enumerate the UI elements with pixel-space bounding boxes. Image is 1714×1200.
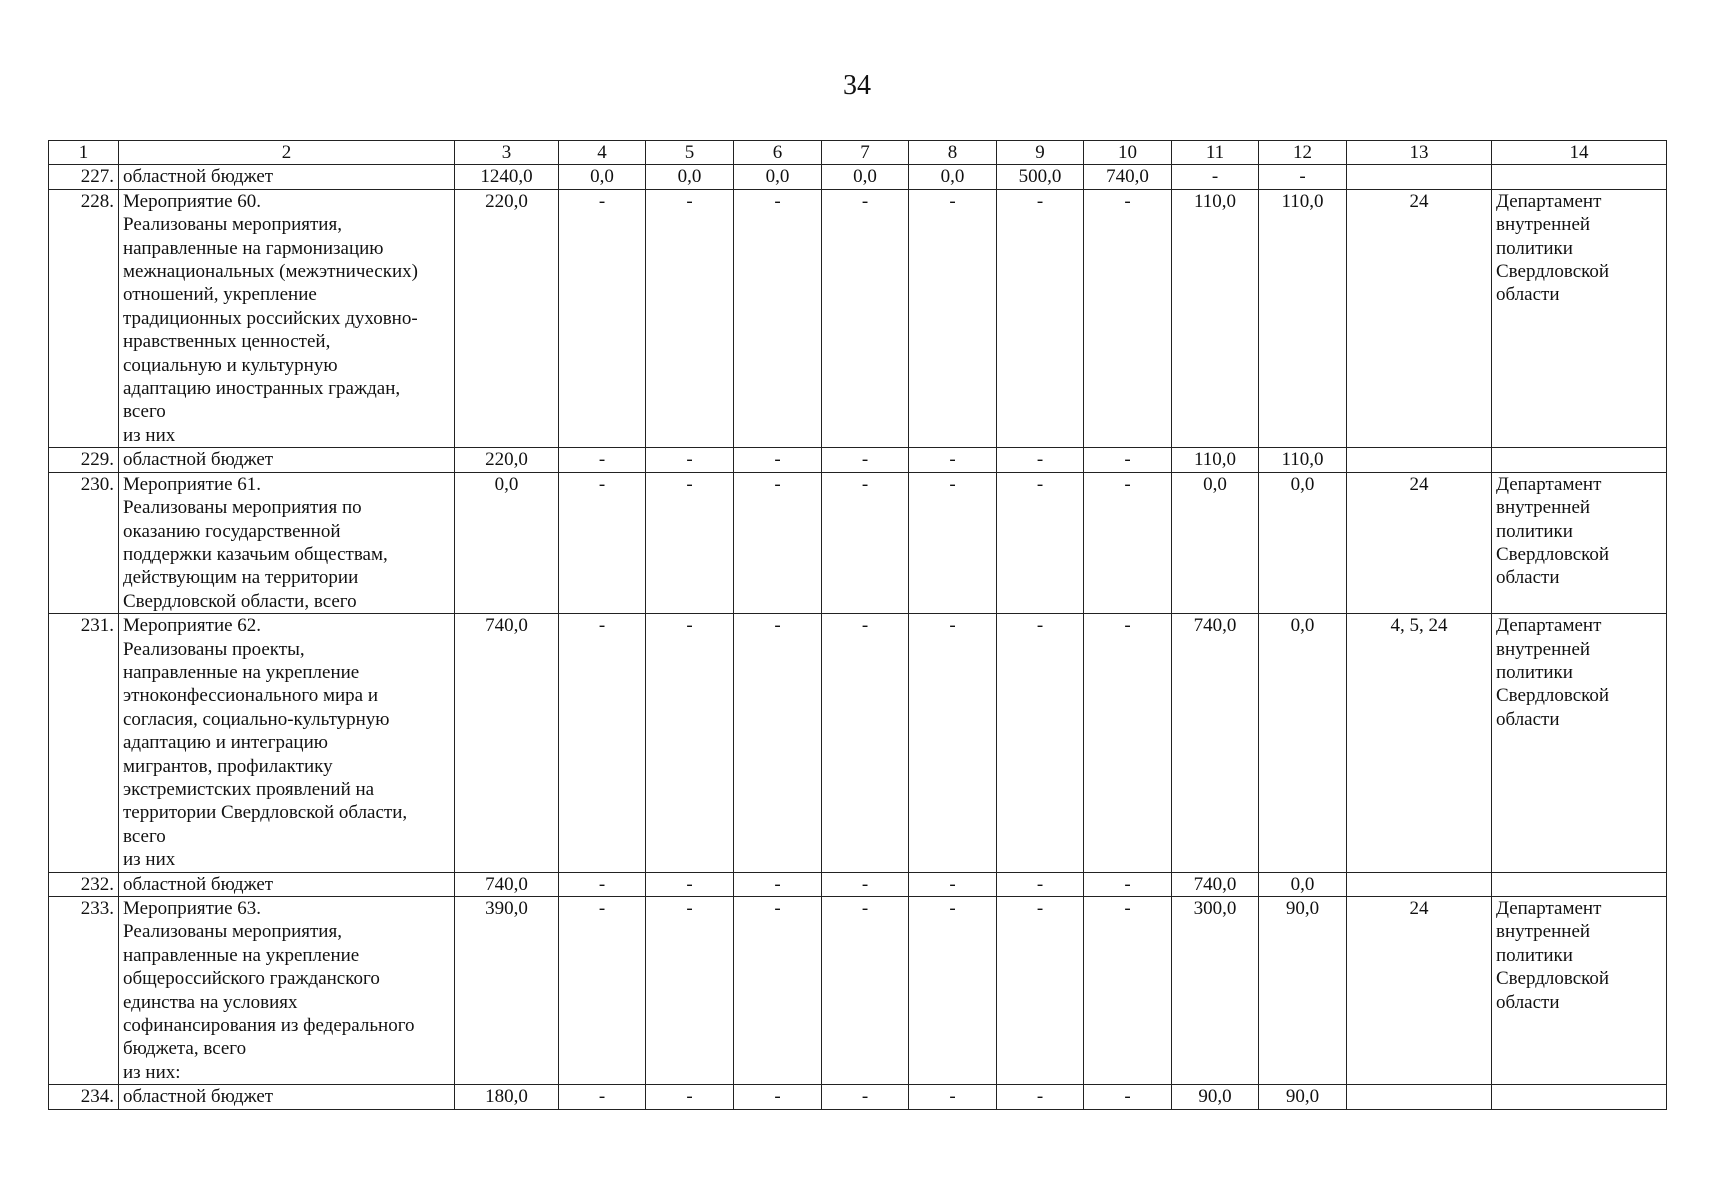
description-line: адаптацию и интеграцию — [123, 732, 328, 754]
value-col-8: 0,0 — [909, 165, 997, 189]
responsible-line: Департамент — [1496, 615, 1602, 637]
responsible-line: области — [1496, 567, 1560, 589]
value-col-11: 90,0 — [1172, 1085, 1259, 1109]
column-header-8: 8 — [909, 141, 997, 165]
value-col-7: - — [822, 189, 909, 447]
value-col-3: 220,0 — [455, 189, 559, 447]
target-indicators — [1347, 872, 1492, 896]
responsible-line: политики — [1496, 661, 1573, 683]
description-line: направленные на укрепление — [123, 661, 360, 683]
value-col-7: - — [822, 872, 909, 896]
value-col-5: 0,0 — [646, 165, 734, 189]
value-col-8: - — [909, 189, 997, 447]
value-col-9: - — [997, 189, 1084, 447]
value-col-5: - — [646, 189, 734, 447]
table-row — [49, 165, 1667, 189]
description-line: общероссийского гражданского — [123, 968, 380, 990]
responsible-executor — [1492, 614, 1667, 872]
responsible-line: области — [1496, 991, 1560, 1013]
value-col-12: 0,0 — [1259, 872, 1347, 896]
value-col-10: - — [1084, 614, 1172, 872]
value-col-11: 300,0 — [1172, 897, 1259, 1085]
value-col-5: - — [646, 472, 734, 613]
value-col-11: 740,0 — [1172, 872, 1259, 896]
description-line: бюджета, всего — [123, 1038, 247, 1060]
value-col-6: - — [734, 472, 822, 613]
description-line: Реализованы мероприятия по — [123, 497, 362, 519]
responsible-line: политики — [1496, 944, 1573, 966]
description-line: экстремистских проявлений на — [123, 778, 375, 800]
responsible-executor — [1492, 1085, 1667, 1109]
description-line: поддержки казачьим обществам, — [123, 543, 388, 565]
row-number: 233. — [49, 897, 119, 1085]
description-line: мигрантов, профилактику — [123, 755, 333, 777]
row-description — [119, 448, 455, 472]
description-line: Свердловской области, всего — [123, 590, 357, 612]
column-header-10: 10 — [1084, 141, 1172, 165]
row-number: 234. — [49, 1085, 119, 1109]
row-description — [119, 614, 455, 872]
target-indicators: 24 — [1347, 472, 1492, 613]
description-line: направленные на укрепление — [123, 944, 360, 966]
value-col-7: - — [822, 1085, 909, 1109]
value-col-6: - — [734, 872, 822, 896]
value-col-11: 740,0 — [1172, 614, 1259, 872]
value-col-9: - — [997, 448, 1084, 472]
table-row — [49, 472, 1667, 613]
table-row — [49, 1085, 1667, 1109]
value-col-10: - — [1084, 872, 1172, 896]
value-col-4: - — [559, 448, 646, 472]
description-line: всего — [123, 825, 166, 847]
row-number: 229. — [49, 448, 119, 472]
description-line: областной бюджет — [123, 873, 274, 895]
description-line: отношений, укрепление — [123, 284, 317, 306]
row-description — [119, 189, 455, 447]
row-description — [119, 165, 455, 189]
responsible-line: внутренней — [1496, 921, 1591, 943]
page-number: 34 — [843, 70, 871, 101]
value-col-3: 220,0 — [455, 448, 559, 472]
value-col-7: - — [822, 472, 909, 613]
description-line: традиционных российских духовно- — [123, 307, 418, 329]
responsible-line: внутренней — [1496, 638, 1591, 660]
description-line: Мероприятие 61. — [123, 473, 262, 495]
value-col-6: - — [734, 1085, 822, 1109]
description-line: Мероприятие 60. — [123, 190, 262, 212]
column-header-7: 7 — [822, 141, 909, 165]
column-header-12: 12 — [1259, 141, 1347, 165]
row-number: 231. — [49, 614, 119, 872]
value-col-3: 1240,0 — [455, 165, 559, 189]
value-col-4: - — [559, 872, 646, 896]
value-col-9: - — [997, 614, 1084, 872]
responsible-line: Свердловской — [1496, 685, 1610, 707]
value-col-8: - — [909, 872, 997, 896]
table-row — [49, 189, 1667, 447]
value-col-9: 500,0 — [997, 165, 1084, 189]
value-col-4: - — [559, 189, 646, 447]
value-col-10: - — [1084, 448, 1172, 472]
value-col-12: 0,0 — [1259, 472, 1347, 613]
value-col-10: - — [1084, 1085, 1172, 1109]
responsible-executor — [1492, 872, 1667, 896]
responsible-line: Департамент — [1496, 898, 1602, 919]
description-line: Реализованы мероприятия, — [123, 921, 342, 943]
responsible-line: внутренней — [1496, 497, 1591, 519]
value-col-5: - — [646, 1085, 734, 1109]
responsible-executor — [1492, 448, 1667, 472]
target-indicators — [1347, 165, 1492, 189]
table-row — [49, 897, 1667, 1085]
value-col-6: - — [734, 448, 822, 472]
table-row — [49, 448, 1667, 472]
description-line: областной бюджет — [123, 166, 274, 188]
value-col-4: 0,0 — [559, 165, 646, 189]
responsible-line: области — [1496, 708, 1560, 730]
value-col-6: - — [734, 614, 822, 872]
value-col-8: - — [909, 472, 997, 613]
column-header-13: 13 — [1347, 141, 1492, 165]
value-col-8: - — [909, 614, 997, 872]
description-line: областной бюджет — [123, 1086, 274, 1108]
description-line: социальную и культурную — [123, 354, 338, 376]
column-header-14: 14 — [1492, 141, 1667, 165]
row-description — [119, 472, 455, 613]
value-col-5: - — [646, 872, 734, 896]
description-line: межнациональных (межэтнических) — [123, 261, 418, 283]
value-col-12: 0,0 — [1259, 614, 1347, 872]
column-header-4: 4 — [559, 141, 646, 165]
table-row — [49, 872, 1667, 896]
value-col-12: 110,0 — [1259, 189, 1347, 447]
description-line: нравственных ценностей, — [123, 331, 331, 353]
row-number: 230. — [49, 472, 119, 613]
column-header-6: 6 — [734, 141, 822, 165]
value-col-3: 740,0 — [455, 872, 559, 896]
responsible-line: области — [1496, 284, 1560, 306]
budget-table — [48, 140, 1667, 1110]
responsible-line: Свердловской — [1496, 968, 1610, 990]
description-line: Мероприятие 62. — [123, 615, 262, 637]
target-indicators: 24 — [1347, 897, 1492, 1085]
row-description — [119, 872, 455, 896]
description-line: Мероприятие 63. — [123, 898, 262, 919]
value-col-4: - — [559, 1085, 646, 1109]
description-line: действующим на территории — [123, 567, 359, 589]
value-col-6: 0,0 — [734, 165, 822, 189]
value-col-3: 180,0 — [455, 1085, 559, 1109]
value-col-10: 740,0 — [1084, 165, 1172, 189]
responsible-executor — [1492, 472, 1667, 613]
target-indicators: 4, 5, 24 — [1347, 614, 1492, 872]
value-col-5: - — [646, 614, 734, 872]
value-col-8: - — [909, 1085, 997, 1109]
description-line: из них — [123, 849, 176, 871]
value-col-10: - — [1084, 897, 1172, 1085]
column-header-5: 5 — [646, 141, 734, 165]
value-col-5: - — [646, 897, 734, 1085]
description-line: областной бюджет — [123, 449, 274, 471]
table-row — [49, 614, 1667, 872]
table-header-row — [49, 141, 1667, 165]
description-line: единства на условиях — [123, 991, 298, 1013]
value-col-7: - — [822, 897, 909, 1085]
value-col-6: - — [734, 897, 822, 1085]
description-line: Реализованы проекты, — [123, 638, 305, 660]
row-description — [119, 1085, 455, 1109]
responsible-line: Департамент — [1496, 473, 1602, 495]
value-col-11: 0,0 — [1172, 472, 1259, 613]
value-col-7: 0,0 — [822, 165, 909, 189]
value-col-12: - — [1259, 165, 1347, 189]
value-col-3: 390,0 — [455, 897, 559, 1085]
value-col-4: - — [559, 472, 646, 613]
row-number: 228. — [49, 189, 119, 447]
row-number: 227. — [49, 165, 119, 189]
value-col-5: - — [646, 448, 734, 472]
responsible-executor — [1492, 189, 1667, 447]
value-col-6: - — [734, 189, 822, 447]
responsible-line: политики — [1496, 237, 1573, 259]
description-line: из них — [123, 424, 176, 446]
column-header-11: 11 — [1172, 141, 1259, 165]
column-header-3: 3 — [455, 141, 559, 165]
target-indicators: 24 — [1347, 189, 1492, 447]
value-col-9: - — [997, 472, 1084, 613]
value-col-11: 110,0 — [1172, 189, 1259, 447]
description-line: адаптацию иностранных граждан, — [123, 378, 401, 400]
description-line: территории Свердловской области, — [123, 802, 408, 824]
description-line: из них: — [123, 1061, 181, 1083]
responsible-line: политики — [1496, 520, 1573, 542]
value-col-4: - — [559, 897, 646, 1085]
value-col-8: - — [909, 448, 997, 472]
responsible-executor — [1492, 165, 1667, 189]
value-col-3: 740,0 — [455, 614, 559, 872]
value-col-10: - — [1084, 472, 1172, 613]
column-header-2: 2 — [119, 141, 455, 165]
value-col-9: - — [997, 1085, 1084, 1109]
description-line: Реализованы мероприятия, — [123, 214, 342, 236]
column-header-9: 9 — [997, 141, 1084, 165]
responsible-executor — [1492, 897, 1667, 1085]
column-header-1: 1 — [49, 141, 119, 165]
responsible-line: Департамент — [1496, 190, 1602, 212]
responsible-line: Свердловской — [1496, 543, 1610, 565]
value-col-9: - — [997, 897, 1084, 1085]
value-col-11: 110,0 — [1172, 448, 1259, 472]
value-col-11: - — [1172, 165, 1259, 189]
value-col-9: - — [997, 872, 1084, 896]
value-col-8: - — [909, 897, 997, 1085]
value-col-4: - — [559, 614, 646, 872]
description-line: оказанию государственной — [123, 520, 341, 542]
value-col-12: 90,0 — [1259, 1085, 1347, 1109]
value-col-12: 110,0 — [1259, 448, 1347, 472]
value-col-3: 0,0 — [455, 472, 559, 613]
description-line: всего — [123, 401, 166, 423]
row-description — [119, 897, 455, 1085]
description-line: софинансирования из федерального — [123, 1015, 415, 1037]
target-indicators — [1347, 448, 1492, 472]
value-col-7: - — [822, 614, 909, 872]
responsible-line: внутренней — [1496, 214, 1591, 236]
responsible-line: Свердловской — [1496, 261, 1610, 283]
target-indicators — [1347, 1085, 1492, 1109]
value-col-7: - — [822, 448, 909, 472]
description-line: этноконфессионального мира и — [123, 685, 379, 707]
description-line: направленные на гармонизацию — [123, 237, 384, 259]
row-number: 232. — [49, 872, 119, 896]
value-col-10: - — [1084, 189, 1172, 447]
value-col-12: 90,0 — [1259, 897, 1347, 1085]
description-line: согласия, социально-культурную — [123, 708, 390, 730]
